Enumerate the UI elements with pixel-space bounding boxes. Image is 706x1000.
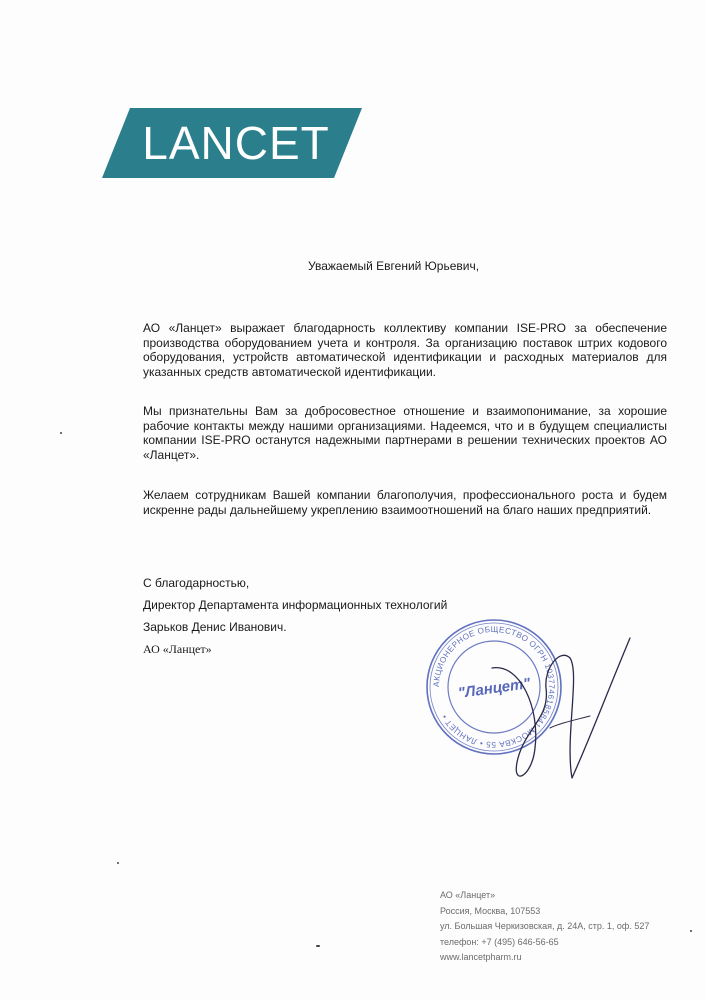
- signer-name: Зарьков Денис Иванович.: [143, 620, 287, 634]
- greeting: Уважаемый Евгений Юрьевич,: [308, 259, 480, 273]
- paragraph-2: Мы признательны Вам за добросовестное отношение и взаимопонимание, за хорошие рабочие контакты между нашими организациями. Надеемся, что и в будущем специалисты компании ISE-PRO останутся надежными партнерами в решении технических проектов АО «Ланцет».: [143, 404, 667, 462]
- scan-speck: [60, 432, 62, 434]
- footer-website: www.lancetpharm.ru: [440, 952, 522, 962]
- signer-company: АО «Ланцет»: [143, 642, 212, 656]
- scan-speck: [316, 945, 320, 947]
- stamp-center-text: "Ланцет": [456, 674, 532, 702]
- scan-speck: [117, 862, 119, 864]
- scan-speck: [690, 930, 692, 932]
- logo-text: LANCET: [142, 117, 330, 169]
- paragraph-1: АО «Ланцет» выражает благодарность коллективу компании ISE-PRO за обеспечение производства оборудованием учета и контроля. За организацию поставок штрих кодового оборудования, устройств автоматической идентификации и расходных материалов для указанных средств автоматической идентификации.: [143, 321, 667, 379]
- signature-graphic: [480, 628, 640, 793]
- signature: [480, 628, 640, 793]
- signature-stroke: [492, 638, 630, 778]
- closing-thanks: С благодарностью,: [143, 576, 250, 590]
- signature-stroke-2: [550, 716, 590, 728]
- footer-phone: телефон: +7 (495) 646-56-65: [440, 936, 559, 947]
- footer-contacts: [440, 888, 649, 966]
- lancet-logo-graphic: [102, 108, 362, 178]
- lancet-logo: [102, 108, 362, 178]
- footer-address-city: Россия, Москва, 107553: [440, 905, 541, 916]
- footer-company: АО «Ланцет»: [440, 890, 496, 900]
- footer-address-street: ул. Большая Черкизовская, д. 24А, стр. 1, оф. 527: [440, 921, 650, 931]
- paragraph-3: Желаем сотрудникам Вашей компании благополучия, профессионального роста и будем искренне рады дальнейшему укреплению взаимоотношений на благо наших предприятий.: [143, 488, 667, 517]
- signer-title: Директор Департамента информационных технологий: [143, 598, 448, 612]
- stamp-ring-text: АКЦИОНЕРНОЕ ОБЩЕСТВО ОГРН 1037746185841 МОСКВА 55 • ЛАНЦЕТ •: [431, 624, 557, 750]
